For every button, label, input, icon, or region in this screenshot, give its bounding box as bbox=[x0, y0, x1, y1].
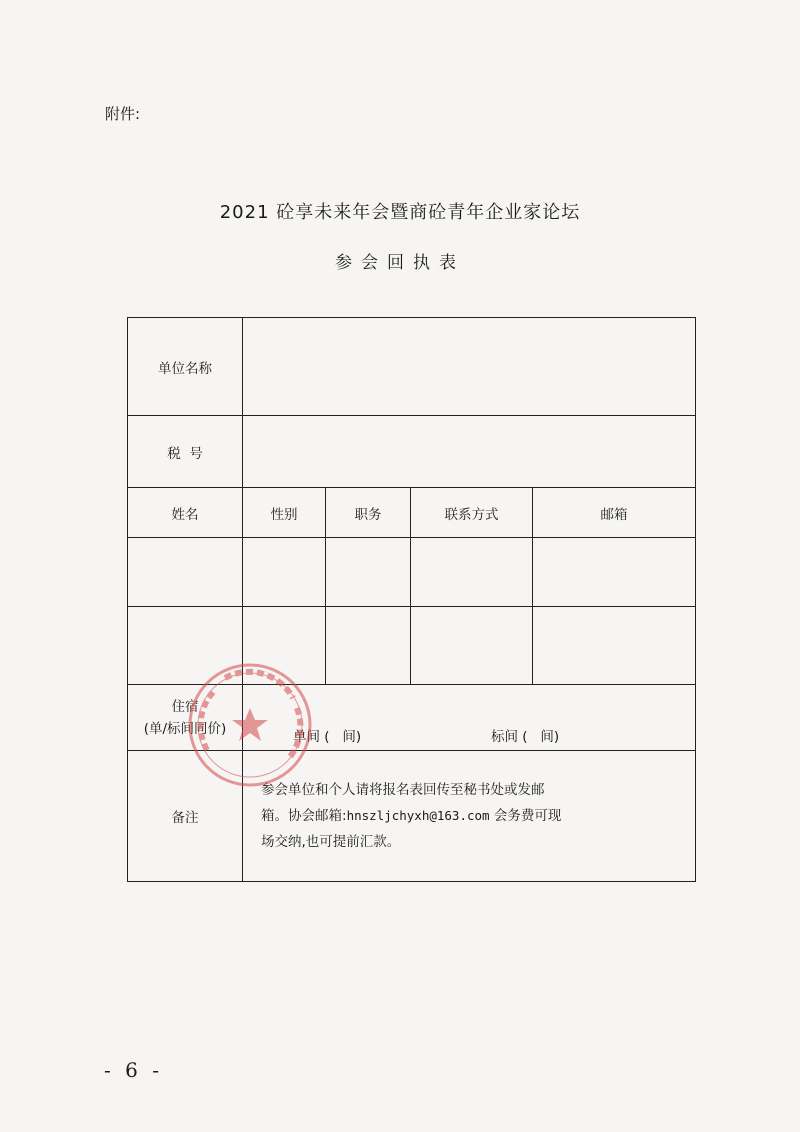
gender-cell[interactable] bbox=[243, 538, 326, 607]
remarks-label: 备注 bbox=[128, 751, 243, 882]
contact-cell[interactable] bbox=[411, 538, 533, 607]
column-header-email: 邮箱 bbox=[533, 488, 696, 538]
tax-id-label bbox=[128, 416, 243, 488]
single-room-count[interactable]: 单间 ( 间) bbox=[293, 729, 362, 745]
document-title: 2021 砼享未来年会暨商砼青年企业家论坛 bbox=[219, 202, 581, 223]
registration-form bbox=[127, 317, 696, 882]
remarks-line-3: 场交纳,也可提前汇款。 bbox=[261, 834, 401, 850]
remarks-line-2-suffix: 会务费可现 bbox=[489, 808, 562, 824]
remarks-line-2-prefix: 箱。协会邮箱: bbox=[261, 808, 347, 824]
standard-room-count[interactable]: 标间 ( 间) bbox=[491, 729, 560, 745]
company-name-label: 单位名称 bbox=[128, 318, 243, 416]
lodging-label-line2: (单/标间同价) bbox=[143, 720, 227, 737]
tax-id-field[interactable] bbox=[243, 416, 696, 488]
column-header-position: 职务 bbox=[326, 488, 411, 538]
attachment-label: 附件: bbox=[105, 105, 141, 123]
association-email[interactable]: hnszljchyxh@163.com bbox=[346, 808, 490, 823]
lodging-label-line1: 住宿 bbox=[171, 698, 199, 715]
email-cell[interactable] bbox=[533, 607, 696, 685]
name-cell[interactable] bbox=[128, 538, 243, 607]
column-header-contact: 联系方式 bbox=[411, 488, 533, 538]
company-name-field[interactable] bbox=[243, 318, 696, 416]
email-cell[interactable] bbox=[533, 538, 696, 607]
position-cell[interactable] bbox=[326, 607, 411, 685]
position-cell[interactable] bbox=[326, 538, 411, 607]
remarks-line-1: 参会单位和个人请将报名表回传至秘书处或发邮 bbox=[261, 782, 545, 798]
page-number: - 6 - bbox=[104, 1058, 163, 1082]
remarks-line-2 bbox=[261, 803, 675, 829]
contact-cell[interactable] bbox=[411, 607, 533, 685]
column-header-gender: 性别 bbox=[243, 488, 326, 538]
table-row bbox=[128, 538, 696, 607]
column-header-name: 姓名 bbox=[128, 488, 243, 538]
tax-id-label-text: 税 号 bbox=[167, 445, 203, 462]
official-seal-icon bbox=[185, 660, 315, 790]
form-subtitle: 参会回执表 bbox=[335, 253, 465, 273]
